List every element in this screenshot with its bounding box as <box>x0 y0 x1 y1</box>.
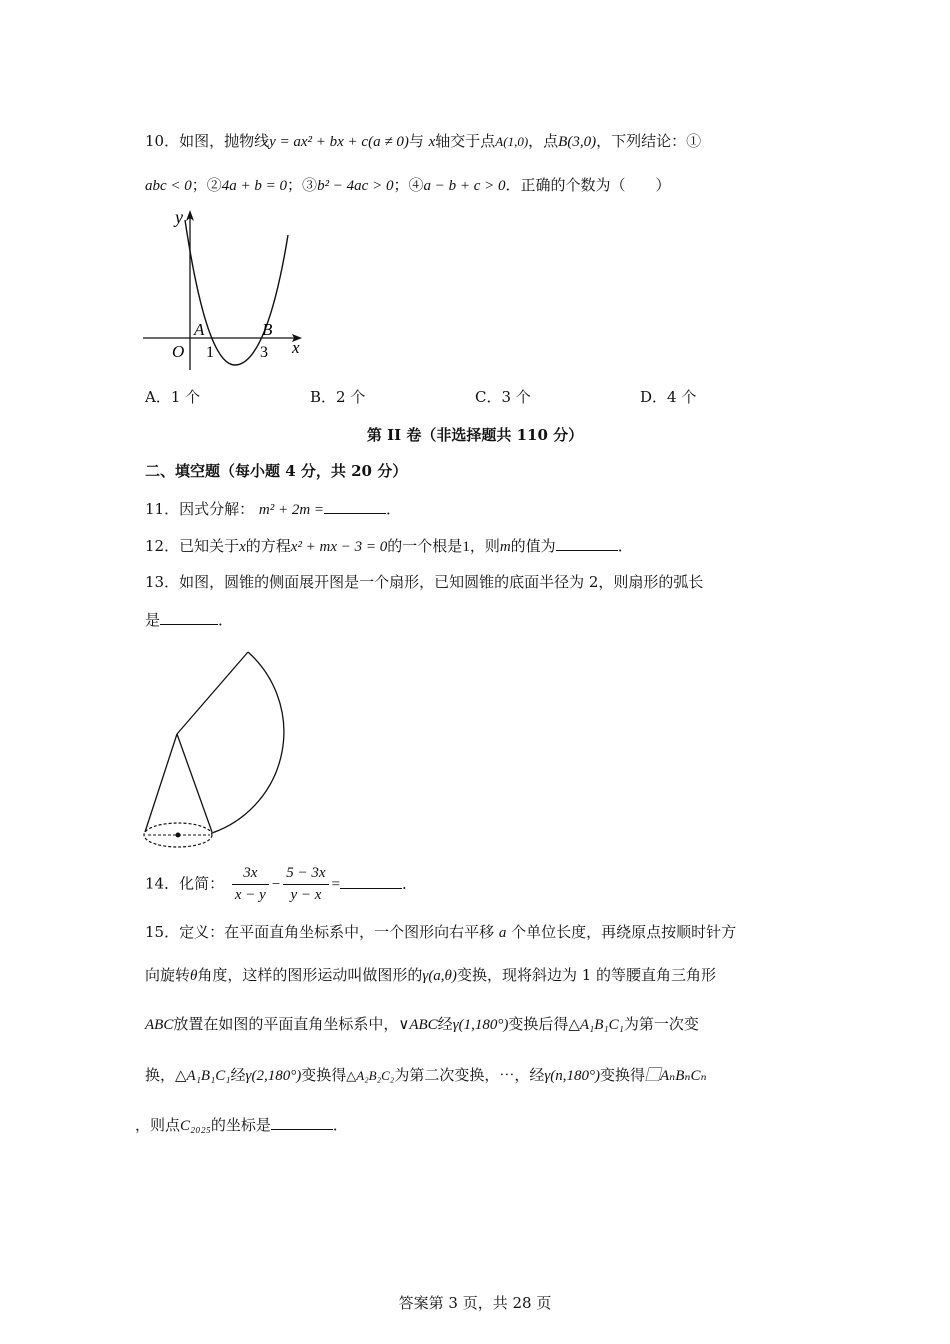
option-d[interactable]: D．4 个 <box>640 388 697 406</box>
page-footer: 答案第 3 页，共 28 页 <box>398 1294 552 1312</box>
q11: 11．因式分解： m² + 2m = ． <box>145 500 402 518</box>
q13-line2: 是 ． <box>145 611 234 629</box>
x-label: x <box>292 338 300 357</box>
sector-radius-upper <box>177 652 248 734</box>
q12-blank[interactable] <box>556 536 618 551</box>
cone-base-center <box>176 833 181 838</box>
tick-3-label: 3 <box>260 344 268 361</box>
tick-1-label: 1 <box>206 344 214 361</box>
q13-blank[interactable] <box>160 610 218 625</box>
cone-sector-figure <box>140 645 300 855</box>
q15-line4: 换，△A₁B₁C₁经γ(2,180°)变换得△A₂B₂C₂为第二次变换，⋯，经γ(n,180°)变换得⃞AₙBₙCₙ <box>145 1066 707 1084</box>
y-label: y <box>175 207 183 227</box>
fraction-1: $\frac{3x}{x - y}$ <box>232 865 269 904</box>
cone-left-slant <box>145 734 177 832</box>
q10-line1: 10．如图，抛物线y = ax² + bx + c(a ≠ 0)与 x轴交于点A(1,0)，点B(3,0)，下列结论：① <box>145 132 702 150</box>
fraction-2: $\frac{5 - 3x}{y - x}$ <box>283 865 328 904</box>
q15-line5: ，则点C₂₀₂₅的坐标是 ． <box>135 1116 348 1134</box>
q15-line3: ABC放置在如图的平面直角坐标系中，∨ABC经γ(1,180°)变换后得△A₁B₁C₁为第一次变 <box>145 1015 699 1033</box>
point-b-label: B <box>262 320 273 339</box>
origin-label: O <box>172 342 185 361</box>
q14-blank[interactable] <box>340 874 402 889</box>
parabola-graph <box>135 205 315 375</box>
q11-blank[interactable] <box>324 499 386 514</box>
parabola-curve <box>185 220 288 365</box>
part2-title: 二、填空题（每小题 4 分，共 20 分） <box>145 462 408 480</box>
q14: 14．化简： $\frac{3x}{x - y}$ − $\frac{5 - 3x}{y - x}$ = ． <box>145 865 418 903</box>
section-title: 第 II 卷（非选择题共 110 分） <box>366 426 584 444</box>
option-b[interactable]: B．2 个 <box>310 388 366 406</box>
q13-line1: 13．如图，圆锥的侧面展开图是一个扇形，已知圆锥的底面半径为 2，则扇形的弧长 <box>145 573 704 591</box>
cone-right-slant <box>177 734 212 832</box>
q15-line2: 向旋转θ角度，这样的图形运动叫做图形的γ(a,θ)变换，现将斜边为 1 的等腰直角三角形 <box>145 966 717 984</box>
option-a[interactable]: A．1 个 <box>145 388 201 406</box>
q15-line1: 15．定义：在平面直角坐标系中，一个图形向右平移 a 个单位长度，再绕原点按顺时针方 <box>145 923 737 941</box>
sector-arc <box>212 652 284 833</box>
q12: 12．已知关于x的方程x² + mx − 3 = 0的一个根是1，则m的值为 ． <box>145 537 633 555</box>
q10-line2: abc < 0；②4a + b = 0；③b² − 4ac > 0；④a − b + c > 0．正确的个数为（ ） <box>145 176 671 194</box>
point-a-label: A <box>194 320 205 339</box>
option-c[interactable]: C．3 个 <box>475 388 531 406</box>
q15-blank[interactable] <box>271 1115 333 1130</box>
